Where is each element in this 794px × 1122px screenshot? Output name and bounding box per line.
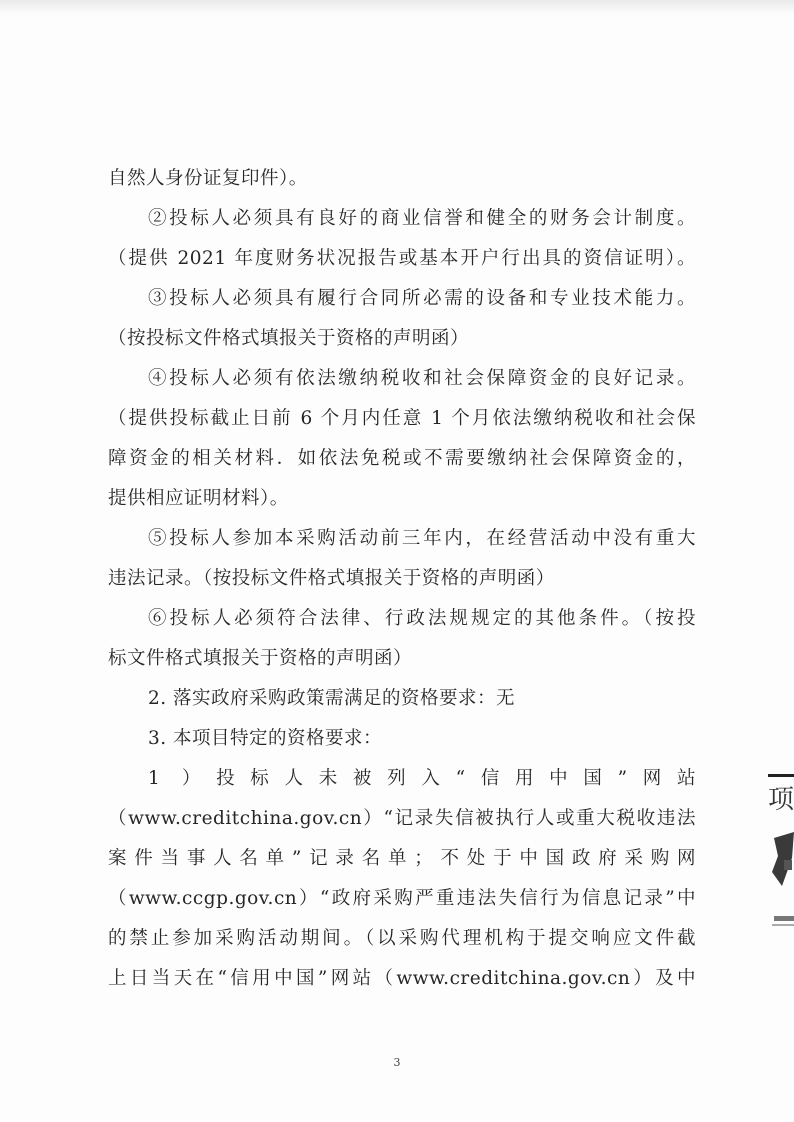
text-line: （www.ccgp.gov.cn）“政府采购严重违法失信行为信息记录”中 bbox=[108, 888, 696, 909]
text-line: 违法记录。（按投标文件格式填报关于资格的声明函） bbox=[108, 568, 555, 589]
text-line: 的禁止参加采购活动期间。（以采购代理机构于提交响应文件截 bbox=[108, 928, 696, 949]
page-number: 3 bbox=[393, 1056, 401, 1069]
text-line: 2. 落实政府采购政策需满足的资格要求：无 bbox=[148, 688, 516, 709]
text-line: 上日当天在“信用中国”网站（www.creditchina.gov.cn）及中 bbox=[108, 968, 696, 989]
scan-top-edge bbox=[0, 0, 794, 14]
text-line: （按投标文件格式填报关于资格的声明函） bbox=[108, 328, 470, 349]
text-line: 1 ）投标人未被列入“信用中国”网站 bbox=[148, 768, 696, 789]
seal-fragment-text: 项 bbox=[768, 785, 794, 815]
text-line: 3. 本项目特定的资格要求： bbox=[148, 728, 383, 749]
text-line: ⑥投标人必须符合法律、行政法规规定的其他条件。（按投 bbox=[148, 608, 696, 629]
text-line: （www.creditchina.gov.cn）“记录失信被执行人或重大税收违法 bbox=[108, 808, 696, 829]
text-line: 案件当事人名单”记录名单；不处于中国政府采购网 bbox=[108, 848, 696, 869]
text-line: ⑤投标人参加本采购活动前三年内，在经营活动中没有重大 bbox=[148, 528, 696, 549]
text-line: 提供相应证明材料）。 bbox=[108, 488, 289, 509]
text-line: 障资金的相关材料．如依法免税或不需要缴纳社会保障资金的， bbox=[108, 448, 696, 469]
text-line: （提供投标截止日前 6 个月内任意 1 个月依法缴纳税收和社会保 bbox=[108, 408, 696, 429]
text-line: ④投标人必须有依法缴纳税收和社会保障资金的良好记录。 bbox=[148, 368, 696, 389]
text-line: 自然人身份证复印件）。 bbox=[108, 168, 308, 189]
text-line: ②投标人必须具有良好的商业信誉和健全的财务会计制度。 bbox=[148, 208, 696, 229]
text-line: 标文件格式填报关于资格的声明函） bbox=[108, 648, 413, 669]
text-line: （提供 2021 年度财务状况报告或基本开户行出具的资信证明）。 bbox=[108, 248, 696, 269]
seal-fragment-icon bbox=[762, 768, 794, 958]
text-line: ③投标人必须具有履行合同所必需的设备和专业技术能力。 bbox=[148, 288, 696, 309]
